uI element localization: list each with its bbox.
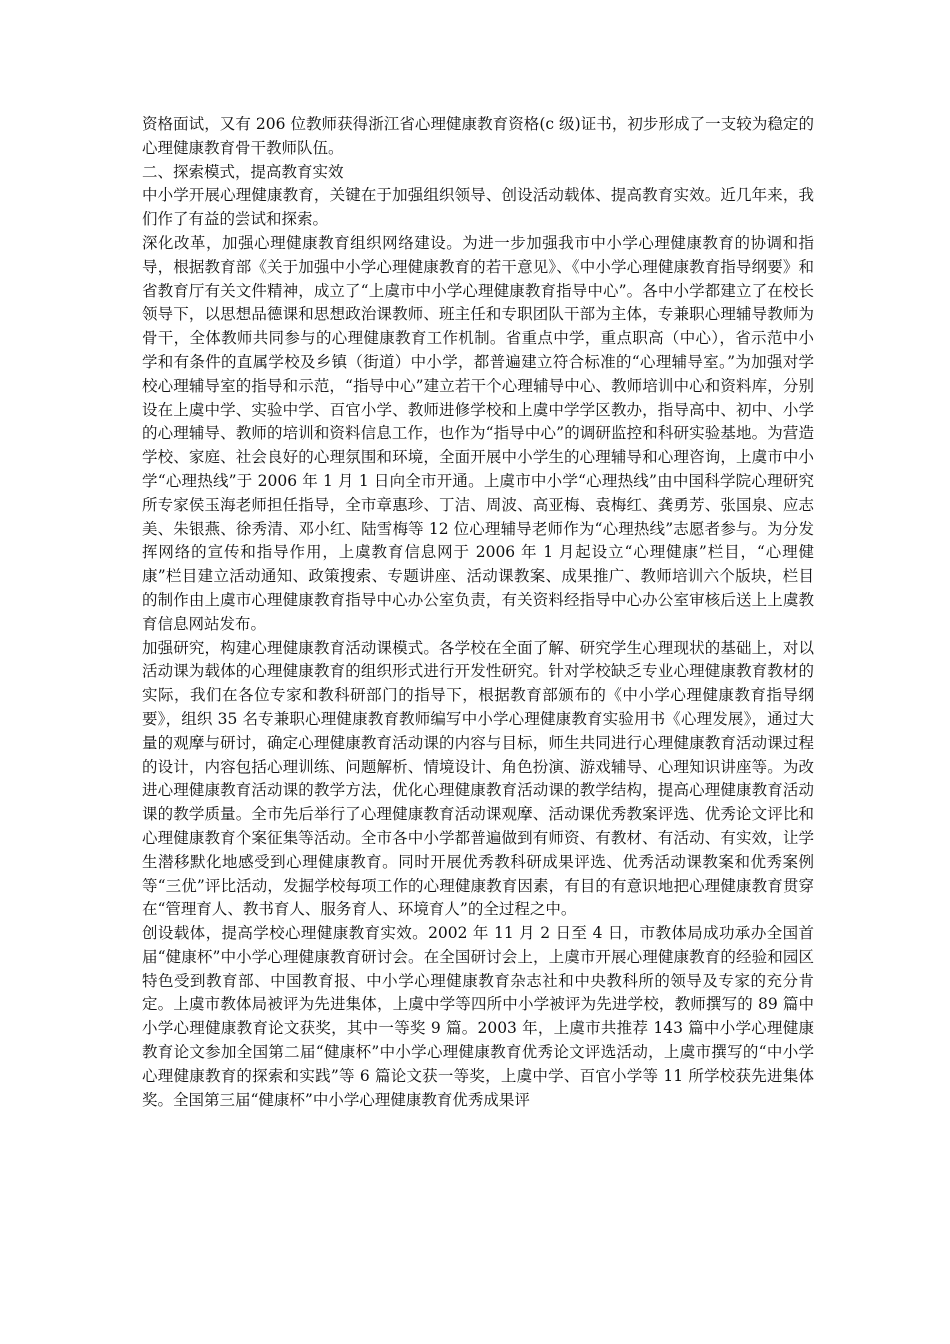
- paragraph-intro: 中小学开展心理健康教育，关键在于加强组织领导、创设活动载体、提高教育实效。近几年来，我们作了有益的尝试和探索。: [142, 186, 814, 229]
- document-body: [142, 113, 814, 1112]
- paragraph-organization-network: 深化改革，加强心理健康教育组织网络建设。为进一步加强我市中小学心理健康教育的协调和指导，根据教育部《关于加强中小学心理健康教育的若干意见》、《中小学心理健康教育指导纲要》和省教育厅有关文件精神，成立了“上虞市中小学心理健康教育指导中心”。各中小学都建立了在校长领导下，以思想品德课和思想政治课教师、班主任和专职团队干部为主体，专兼职心理辅导教师为骨干，全体教师共同参与的心理健康教育工作机制。省重点中学，重点职高（中心），省示范中小学和有条件的直属学校及乡镇（街道）中小学，都普遍建立符合标准的“心理辅导室。”为加强对学校心理辅导室的指导和示范，“指导中心”建立若干个心理辅导中心、教师培训中心和资料库，分别设在上虞中学、实验中学、百官小学、教师进修学校和上虞中学学区教办，指导高中、初中、小学的心理辅导、教师的培训和资料信息工作，也作为“指导中心”的调研监控和科研实验基地。为营造学校、家庭、社会良好的心理氛围和环境，全面开展中小学生的心理辅导和心理咨询，上虞市中小学“心理热线”于 2006 年 1 月 1 日向全市开通。上虞市中小学“心理热线”由中国科学院心理研究所专家侯玉海老师担任指导，全市章惠珍、丁洁、周波、高亚梅、袁梅红、龚勇芳、张国泉、应志美、朱银燕、徐秀清、邓小红、陆雪梅等 12 位心理辅导老师作为“心理热线”志愿者参与。为分发挥网络的宣传和指导作用，上虞教育信息网于 2006 年 1 月起设立“心理健康”栏目，“心理健康”栏目建立活动通知、政策搜索、专题讲座、活动课教案、成果推广、教师培训六个版块，栏目的制作由上虞市心理健康教育指导中心办公室负责，有关资料经指导中心办公室审核后送上上虞教育信息网站发布。: [142, 233, 814, 633]
- paragraph-activity-course-model: 加强研究，构建心理健康教育活动课模式。各学校在全面了解、研究学生心理现状的基础上，对以活动课为载体的心理健康教育的组织形式进行开发性研究。针对学校缺乏专业心理健康教育教材的实际，我们在各位专家和教科研部门的指导下，根据教育部颁布的《中小学心理健康教育指导纲要》，组织 35 名专兼职心理健康教育教师编写中小学心理健康教育实验用书《心理发展》，通过大量的观摩与研讨，确定心理健康教育活动课的内容与目标，师生共同进行心理健康教育活动课过程的设计，内容包括心理训练、问题解析、情境设计、角色扮演、游戏辅导、心理知识讲座等。为改进心理健康教育活动课的教学方法，优化心理健康教育活动课的教学结构，提高心理健康教育活动课的教学质量。全市先后举行了心理健康教育活动课观摩、活动课优秀教案评选、优秀论文评比和心理健康教育个案征集等活动。全市各中小学都普遍做到有师资、有教材、有活动、有实效，让学生潜移默化地感受到心理健康教育。同时开展优秀教科研成果评选、优秀活动课教案和优秀案例等“三优”评比活动，发掘学校每项工作的心理健康教育因素，有目的有意识地把心理健康教育贯穿在“管理育人、教书育人、服务育人、环境育人”的全过程之中。: [142, 638, 814, 919]
- section-heading-explore-model: 二、探索模式，提高教育实效: [142, 162, 344, 181]
- paragraph-create-carriers: 创设载体，提高学校心理健康教育实效。2002 年 11 月 2 日至 4 日，市教体局成功承办全国首届“健康杯”中小学心理健康教育研讨会。在全国研讨会上，上虞市开展心理健康教育的经验和园区特色受到教育部、中国教育报、中小学心理健康教育杂志社和中央教科所的领导及专家的充分肯定。上虞市教体局被评为先进集体，上虞中学等四所中小学被评为先进学校，教师撰写的 89 篇中小学心理健康教育论文获奖，其中一等奖 9 篇。2003 年，上虞市共推荐 143 篇中小学心理健康教育论文参加全国第二届“健康杯”中小学心理健康教育优秀论文评选活动，上虞市撰写的“中小学心理健康教育的探索和实践”等 6 篇论文获一等奖，上虞中学、百官小学等 11 所学校获先进集体奖。全国第三届“健康杯”中小学心理健康教育优秀成果评: [142, 924, 814, 1109]
- paragraph-teacher-qualification: 资格面试，又有 206 位教师获得浙江省心理健康教育资格(c 级)证书，初步形成了一支较为稳定的心理健康教育骨干教师队伍。: [142, 115, 814, 157]
